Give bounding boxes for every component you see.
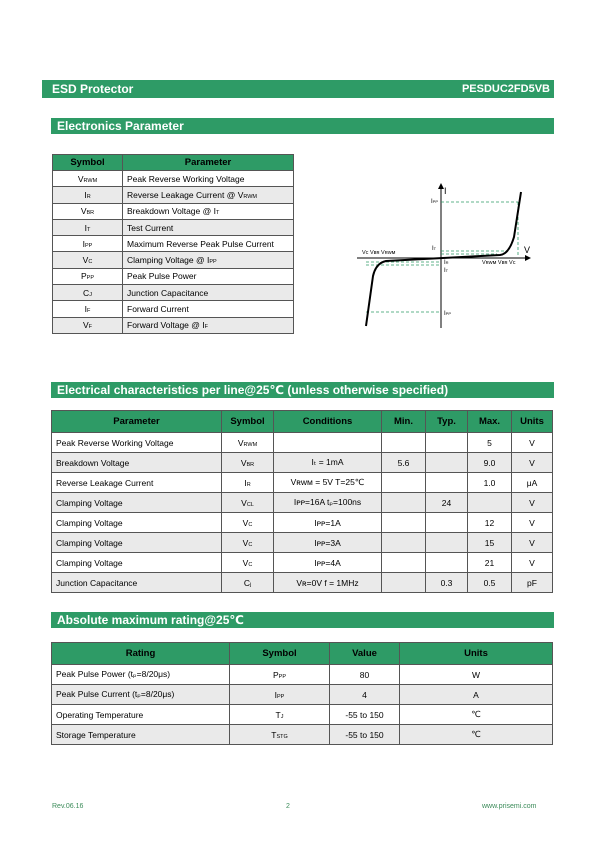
col-parameter: Parameter [52, 411, 222, 433]
max-cell: 0.5 [468, 573, 512, 593]
parameter-text: Test Current [127, 222, 174, 233]
symbol-letter: V [242, 537, 249, 548]
symbol-subscript: T [87, 226, 91, 233]
units-cell: ℃ [400, 705, 553, 725]
value-cell: -55 to 150 [330, 705, 400, 725]
symbol-subscript: R [86, 193, 91, 200]
rating-cell: Peak Pulse Power (tₚ=8/20μs) [52, 665, 230, 685]
symbol-letter: V [82, 320, 89, 331]
table-row [53, 219, 294, 235]
conditions-cell: Iᴘᴘ=1A [274, 513, 382, 533]
axis-v-label: V [524, 245, 531, 255]
parameter-text: Clamping Voltage @ [127, 255, 207, 266]
col-symbol: Symbol [222, 411, 274, 433]
conditions-cell [274, 433, 382, 453]
symbol-cell [53, 236, 123, 252]
parameter-cell [123, 171, 294, 187]
symbol-letter: C [83, 287, 90, 298]
parameter-text: Reverse Leakage Current @ [127, 189, 238, 200]
section-electrical-characteristics [51, 382, 554, 398]
units-cell: A [400, 685, 553, 705]
max-cell: 12 [468, 513, 512, 533]
table-row [53, 203, 294, 219]
parameter-cell [123, 219, 294, 235]
symbol-letter: V [242, 517, 249, 528]
col-min: Min. [382, 411, 426, 433]
symbol-cell [53, 317, 123, 333]
typ-cell: 24 [426, 493, 468, 513]
iv-characteristic-diagram [352, 180, 532, 330]
it-neg-label: IT [444, 268, 449, 274]
max-cell [468, 493, 512, 513]
dashed-guides [366, 202, 518, 312]
conditions-cell: Vʀ=0V f = 1MHz [274, 573, 382, 593]
parameter-cell: Breakdown Voltage [52, 453, 222, 473]
symbol-cell [222, 473, 274, 493]
ir-label: IR [444, 260, 449, 266]
table-row [53, 252, 294, 268]
parameter-subscript: F [204, 324, 208, 331]
right-voltage-labels: Vʀᴡᴍ Vʙʀ Vᴄ [482, 260, 516, 266]
it-label: IT [432, 246, 437, 252]
units-cell: V [512, 533, 553, 553]
col-units: Units [512, 411, 553, 433]
symbol-cell [222, 493, 274, 513]
table-row [53, 285, 294, 301]
parameter-subscript: T [215, 210, 220, 217]
typ-cell [426, 553, 468, 573]
table-row [53, 301, 294, 317]
table-row [52, 453, 553, 473]
parameter-cell: Clamping Voltage [52, 553, 222, 573]
parameter-cell [123, 203, 294, 219]
symbol-letter: V [240, 457, 247, 468]
parameter-cell: Clamping Voltage [52, 513, 222, 533]
rating-cell: Operating Temperature [52, 705, 230, 725]
parameter-cell [123, 236, 294, 252]
units-cell: V [512, 553, 553, 573]
symbol-cell [53, 187, 123, 203]
symbol-cell [230, 725, 330, 745]
symbol-letter: I [84, 304, 87, 315]
min-cell [382, 533, 426, 553]
rating-cell: Storage Temperature [52, 725, 230, 745]
units-cell: V [512, 433, 553, 453]
symbol-letter: I [244, 477, 247, 488]
symbol-cell [222, 553, 274, 573]
parameter-cell: Clamping Voltage [52, 493, 222, 513]
parameter-text: Forward Voltage @ [127, 320, 203, 331]
units-cell: ℃ [400, 725, 553, 745]
symbol-letter: P [80, 271, 87, 282]
symbol-subscript: STG [276, 733, 288, 740]
min-cell [382, 513, 426, 533]
parameter-symbol: V [237, 189, 244, 200]
symbol-subscript: R [246, 481, 251, 488]
units-cell: V [512, 513, 553, 533]
col-units: Units [400, 643, 553, 665]
symbol-letter: V [80, 206, 87, 217]
typ-cell [426, 433, 468, 453]
table-row [52, 493, 553, 513]
symbol-subscript: C [248, 561, 253, 568]
typ-cell: 0.3 [426, 573, 468, 593]
footer-page-number: 2 [286, 803, 290, 810]
col-rating: Rating [52, 643, 230, 665]
conditions-cell: Iᴘᴘ=16A tₚ=100ns [274, 493, 382, 513]
parameter-cell [123, 285, 294, 301]
symbol-letter: V [242, 557, 249, 568]
symbol-subscript: F [87, 308, 91, 315]
iv-curve [366, 192, 521, 326]
symbol-letter: P [272, 669, 279, 680]
symbol-letter: V [241, 497, 247, 508]
symbol-cell [53, 252, 123, 268]
table-row [52, 533, 553, 553]
parameter-cell [123, 268, 294, 284]
table-row [52, 685, 553, 705]
symbol-subscript: C [88, 259, 93, 266]
symbol-letter: V [237, 437, 244, 448]
col-symbol: Symbol [230, 643, 330, 665]
symbol-cell [53, 301, 123, 317]
footer-revision: Rev.06.16 [52, 803, 84, 810]
symbol-subscript: PP [86, 275, 94, 282]
table-row [53, 187, 294, 203]
symbol-subscript: J [280, 713, 284, 720]
table-row [52, 553, 553, 573]
section-title: Electronics Parameter [57, 119, 184, 133]
units-cell: pF [512, 573, 553, 593]
table-row [52, 513, 553, 533]
units-cell: μA [512, 473, 553, 493]
symbol-cell [222, 513, 274, 533]
axis-i-label: I [444, 186, 447, 196]
parameter-text: Breakdown Voltage @ [127, 206, 214, 217]
symbol-cell [222, 453, 274, 473]
typ-cell [426, 533, 468, 553]
ipp-neg-label: IPP [444, 311, 452, 317]
symbol-letter: V [77, 173, 84, 184]
symbol-subscript: PP [85, 242, 93, 249]
typ-cell [426, 513, 468, 533]
symbol-cell [53, 285, 123, 301]
symbol-subscript: C [248, 521, 253, 528]
table-row [53, 236, 294, 252]
symbol-subscript: F [88, 324, 93, 331]
typ-cell [426, 473, 468, 493]
symbol-subscript: PP [277, 693, 285, 700]
col-symbol: Symbol [53, 155, 123, 171]
section-title: Absolute maximum rating@25℃ [57, 613, 244, 627]
value-cell: 4 [330, 685, 400, 705]
min-cell [382, 433, 426, 453]
rating-cell: Peak Pulse Current (tₚ=8/20μs) [52, 685, 230, 705]
symbol-subscript: j [249, 581, 252, 588]
section-absolute-maximum-rating [51, 612, 554, 628]
max-cell: 1.0 [468, 473, 512, 493]
parameter-text: Maximum Reverse Peak Pulse Current [127, 238, 274, 249]
symbol-letter: I [82, 238, 86, 249]
section-electronics-parameter [51, 118, 554, 134]
symbol-letter: I [84, 222, 87, 233]
min-cell [382, 573, 426, 593]
value-cell: -55 to 150 [330, 725, 400, 745]
value-cell: 80 [330, 665, 400, 685]
symbol-letter: C [243, 577, 250, 588]
ipp-label: IPP [431, 199, 439, 205]
max-cell: 5 [468, 433, 512, 453]
electrical-characteristics-table [51, 410, 553, 593]
symbol-subscript: RWM [243, 441, 258, 448]
symbol-letter: I [274, 689, 278, 700]
footer-website[interactable]: www.prisemi.com [482, 803, 537, 810]
symbol-cell [53, 268, 123, 284]
table-row [52, 433, 553, 453]
parameter-cell: Peak Reverse Working Voltage [52, 433, 222, 453]
parameter-cell: Clamping Voltage [52, 533, 222, 553]
symbol-cell [230, 685, 330, 705]
parameter-cell [123, 187, 294, 203]
table-row [52, 573, 553, 593]
symbol-subscript: PP [278, 673, 286, 680]
conditions-cell: Vʀᴡᴍ = 5V T=25℃ [274, 473, 382, 493]
units-cell: V [512, 493, 553, 513]
parameter-text: Junction Capacitance [127, 287, 209, 298]
parameter-cell [123, 301, 294, 317]
parameter-cell: Reverse Leakage Current [52, 473, 222, 493]
max-cell: 15 [468, 533, 512, 553]
table-row [53, 317, 294, 333]
typ-cell [426, 453, 468, 473]
col-max: Max. [468, 411, 512, 433]
header-part-number: PESDUC2FD5VB [461, 83, 550, 95]
conditions-cell: Iₜ = 1mA [274, 453, 382, 473]
table-row [53, 268, 294, 284]
conditions-cell: Iᴘᴘ=3A [274, 533, 382, 553]
absolute-maximum-rating-table [51, 642, 553, 745]
units-cell: V [512, 453, 553, 473]
symbol-cell [53, 203, 123, 219]
table-row [52, 725, 553, 745]
col-value: Value [330, 643, 400, 665]
section-title: Electrical characteristics per line@25℃ (unless otherwise specified) [57, 383, 449, 397]
header-title: ESD Protector [52, 82, 134, 96]
parameter-text: Peak Reverse Working Voltage [127, 173, 245, 184]
min-cell [382, 473, 426, 493]
symbol-letter: T [271, 729, 277, 740]
symbol-subscript: RWM [83, 177, 98, 184]
parameter-symbol: I [206, 255, 210, 266]
symbol-cell [53, 171, 123, 187]
symbol-subscript: J [89, 291, 92, 298]
col-parameter: Parameter [123, 155, 294, 171]
symbol-subscript: BR [246, 461, 255, 468]
symbol-cell [230, 665, 330, 685]
table-row [52, 665, 553, 685]
symbol-subscript: CL [246, 501, 254, 508]
max-cell: 21 [468, 553, 512, 573]
parameter-text: Forward Current [127, 304, 189, 315]
parameter-subscript: RWM [243, 193, 258, 200]
conditions-cell: Iᴘᴘ=4A [274, 553, 382, 573]
header-bar [42, 80, 554, 98]
col-typ: Typ. [426, 411, 468, 433]
symbol-cell [222, 573, 274, 593]
min-cell [382, 493, 426, 513]
symbol-letter: T [275, 709, 281, 720]
parameter-symbol: I [202, 320, 205, 331]
symbol-subscript: C [248, 541, 253, 548]
symbol-cell [222, 433, 274, 453]
col-conditions: Conditions [274, 411, 382, 433]
symbol-letter: V [82, 255, 89, 266]
symbol-cell [53, 219, 123, 235]
units-cell: W [400, 665, 553, 685]
symbol-letter: I [84, 189, 87, 200]
parameter-subscript: PP [209, 259, 217, 266]
parameter-symbol: I [213, 206, 216, 217]
symbol-cell [222, 533, 274, 553]
min-cell: 5.6 [382, 453, 426, 473]
parameter-cell: Junction Capacitance [52, 573, 222, 593]
symbol-subscript: BR [86, 210, 95, 217]
max-cell: 9.0 [468, 453, 512, 473]
symbol-table [52, 154, 294, 334]
min-cell [382, 553, 426, 573]
symbol-cell [230, 705, 330, 725]
table-row [53, 171, 294, 187]
table-row [52, 705, 553, 725]
parameter-text: Peak Pulse Power [127, 271, 197, 282]
left-voltage-labels: Vᴄ Vʙʀ Vʀᴡᴍ [362, 250, 396, 256]
parameter-cell [123, 252, 294, 268]
parameter-cell [123, 317, 294, 333]
table-row [52, 473, 553, 493]
